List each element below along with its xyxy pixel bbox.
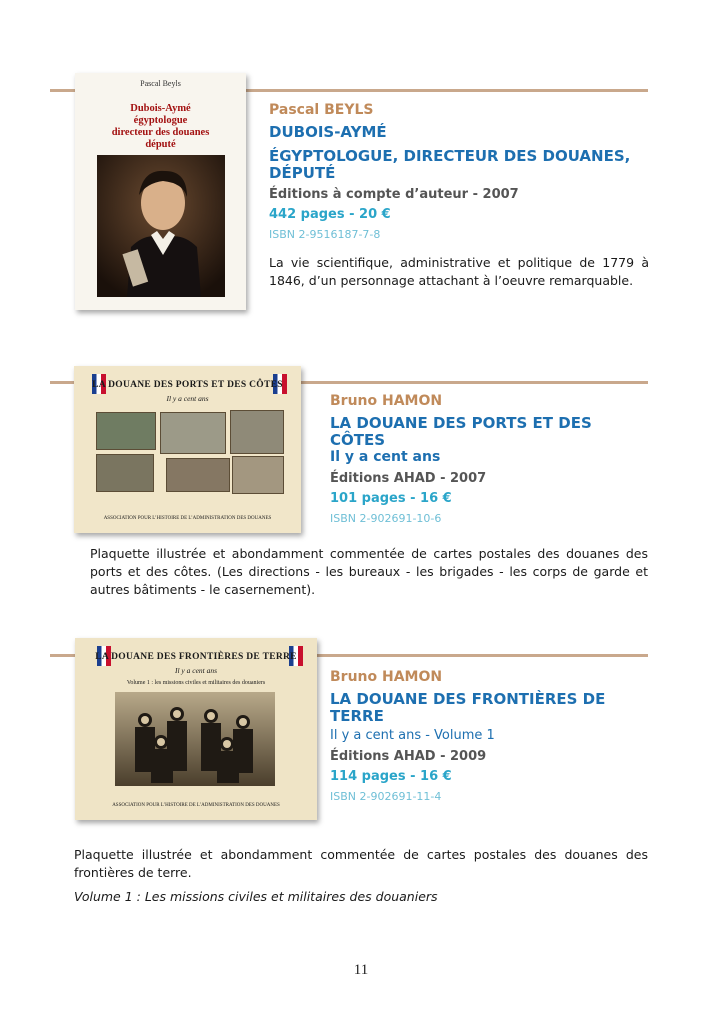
book-pages-price: 101 pages - 16 € xyxy=(330,491,452,506)
postcard-photo xyxy=(230,410,284,454)
book-publisher: Éditions à compte d’auteur - 2007 xyxy=(269,187,519,202)
cover-title-line: Dubois-Aymé xyxy=(130,103,191,114)
book-publisher: Éditions AHAD - 2009 xyxy=(330,749,487,764)
book-note: Volume 1 : Les missions civiles et militaires des douaniers xyxy=(74,889,438,904)
cover-footer: ASSOCIATION POUR L’HISTOIRE DE L’ADMINISTRATION DES DOUANES xyxy=(112,803,280,808)
cover-title: LA DOUANE DES FRONTIÈRES DE TERRE xyxy=(95,652,297,662)
book-title: LA DOUANE DES PORTS ET DES CÔTES xyxy=(330,414,592,449)
book-entry xyxy=(330,393,650,526)
book-title-line: ÉGYPTOLOGUE, DIRECTEUR DES DOUANES, DÉPUTÉ xyxy=(269,147,631,182)
book-cover-ports-cotes xyxy=(74,366,301,533)
cover-author: Pascal Beyls xyxy=(140,79,181,88)
book-entry xyxy=(269,102,649,242)
book-isbn: ISBN 2-9516187-7-8 xyxy=(269,228,381,241)
cover-title-line: directeur des douanes xyxy=(111,127,210,138)
book-pages-price: 114 pages - 16 € xyxy=(330,769,452,784)
book-author: Pascal BEYLS xyxy=(269,102,374,118)
book-title xyxy=(269,124,649,182)
portrait-painting xyxy=(97,155,225,297)
postcard-photo xyxy=(96,412,156,450)
cover-title-line: député xyxy=(145,139,176,150)
book-description: Plaquette illustrée et abondamment commentée de cartes postales des douanes des frontières de terre. xyxy=(74,847,648,880)
book-title: LA DOUANE DES FRONTIÈRES DE TERRE xyxy=(330,690,606,725)
book-subtitle: Il y a cent ans - Volume 1 xyxy=(330,728,495,743)
book-cover-frontieres-terre xyxy=(75,638,317,820)
book-cover-dubois-ayme xyxy=(75,73,246,310)
book-description: Plaquette illustrée et abondamment commentée de cartes postales des douanes des ports et des côtes. (Les directions - les bureaux - les brigades - les corps de garde et autres bâtiments - le casernement). xyxy=(90,546,648,597)
book-description: La vie scientifique, administrative et politique de 1779 à 1846, d’un personnage attachant à l’oeuvre remarquable. xyxy=(269,255,649,288)
cover-volume: Volume 1 : les missions civiles et militaires des douaniers xyxy=(126,680,266,686)
postcard-photo xyxy=(96,454,154,492)
postcard-photo xyxy=(232,456,284,494)
cover-subtitle: Il y a cent ans xyxy=(166,394,209,403)
book-title-line: DUBOIS-AYMÉ xyxy=(269,123,387,141)
book-entry xyxy=(330,669,650,804)
cover-title xyxy=(75,103,246,151)
book-author: Bruno HAMON xyxy=(330,393,443,409)
cover-title: LA DOUANE DES PORTS ET DES CÔTES xyxy=(92,380,283,390)
book-isbn: ISBN 2-902691-11-4 xyxy=(330,790,442,803)
book-publisher: Éditions AHAD - 2007 xyxy=(330,471,487,486)
book-subtitle: Il y a cent ans xyxy=(330,449,441,465)
postcard-photo xyxy=(166,458,230,492)
book-author: Bruno HAMON xyxy=(330,669,443,685)
page-number: 11 xyxy=(353,962,369,978)
cover-title-line: égyptologue xyxy=(133,115,188,126)
postcard-photo xyxy=(160,412,226,454)
cover-footer: ASSOCIATION POUR L’HISTOIRE DE L’ADMINISTRATION DES DOUANES xyxy=(103,516,272,521)
cover-subtitle: Il y a cent ans xyxy=(174,666,218,675)
group-photo xyxy=(115,692,275,786)
book-pages-price: 442 pages - 20 € xyxy=(269,207,391,222)
book-isbn: ISBN 2-902691-10-6 xyxy=(330,512,442,525)
